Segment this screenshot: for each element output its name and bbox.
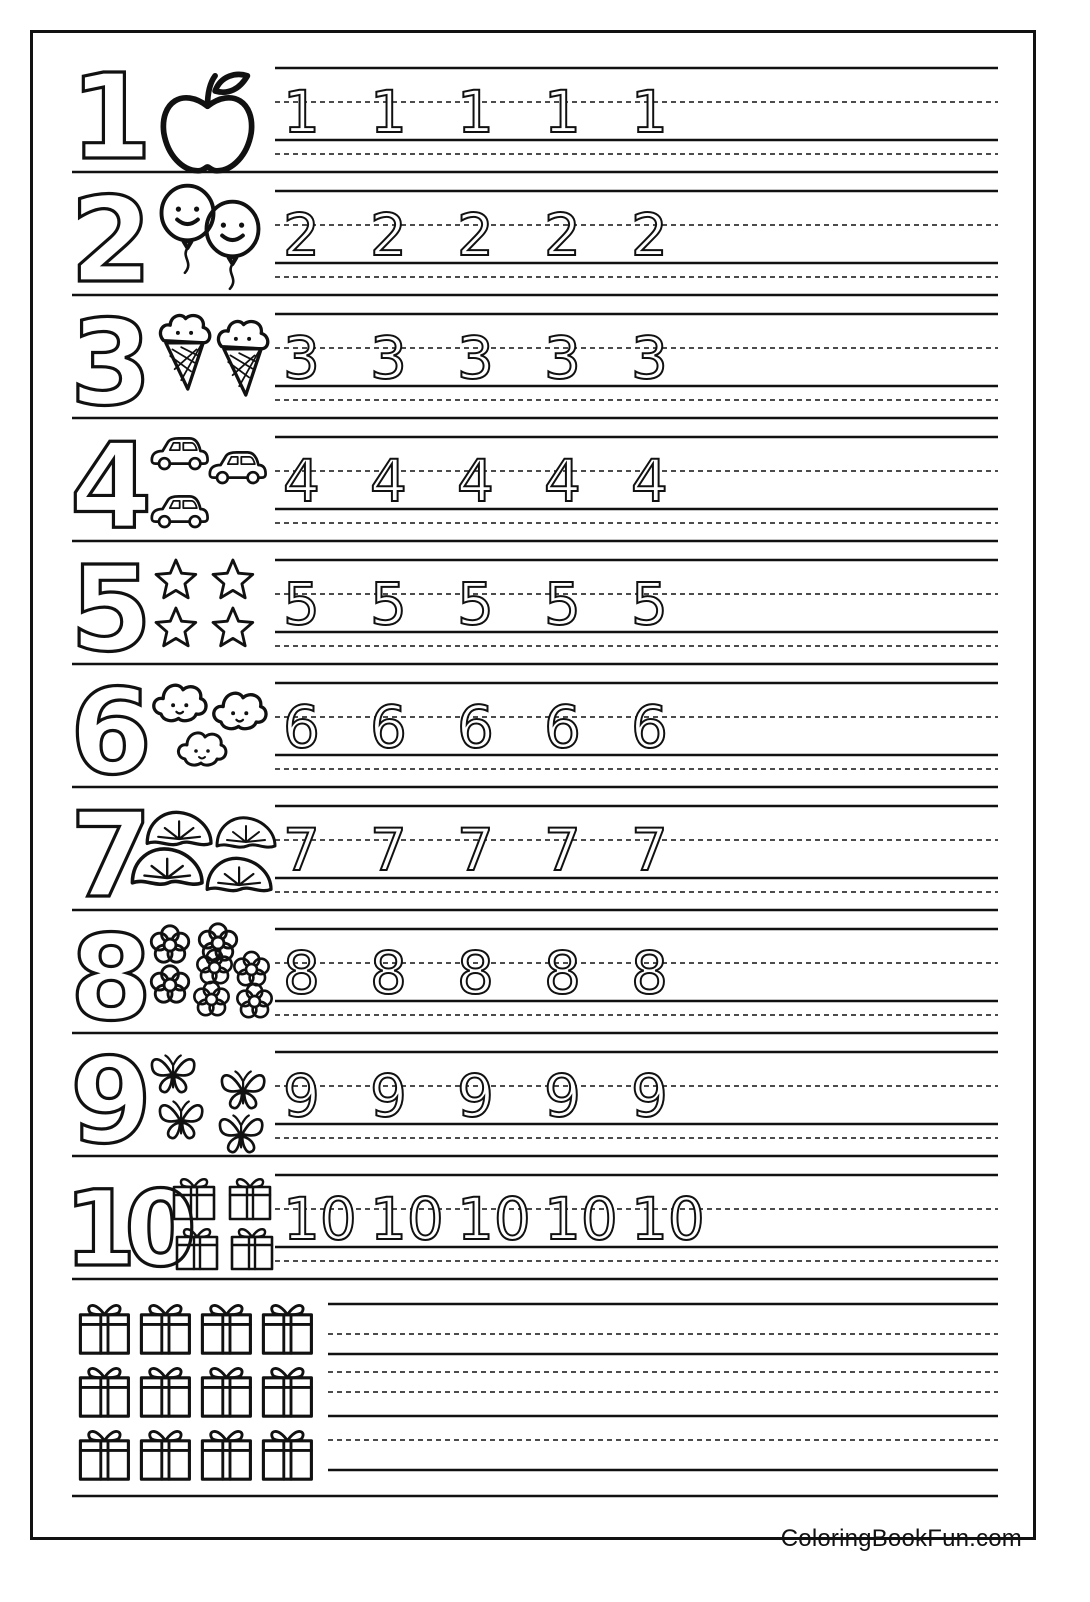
big-numeral: 10 [64,1168,185,1290]
trace-digit: 7 [631,816,668,884]
gift-icon [202,1368,250,1416]
gift-icon [80,1368,128,1416]
car-icon [152,496,208,527]
trace-digit: 5 [631,570,668,638]
trace-digit: 7 [370,816,407,884]
trace-digit: 6 [631,693,668,761]
row-3 [70,294,998,432]
big-numeral: 8 [70,909,153,1047]
trace-digit: 10 [370,1185,444,1253]
star-icon [213,560,253,598]
tree-icon [154,685,206,720]
ice-cream-icon [160,315,209,389]
trace-digit: 3 [631,324,668,392]
butterfly-icon [220,1116,262,1153]
trace-digit: 6 [457,693,494,761]
shell-icon [207,858,271,890]
trace-digit: 2 [544,201,581,269]
trace-digit: 10 [631,1185,705,1253]
big-numeral: 3 [70,294,153,432]
trace-digit: 5 [283,570,320,638]
big-numeral: 7 [70,786,153,924]
ice-cream-icon [218,321,267,395]
trace-digit: 7 [283,816,320,884]
big-numeral: 5 [70,540,153,678]
trace-digit: 1 [457,78,494,146]
star-icon [156,560,196,598]
trace-digit: 9 [544,1062,581,1130]
trace-digit: 7 [544,816,581,884]
gift-icon [141,1305,189,1353]
big-numeral: 1 [70,48,153,186]
row-8 [70,909,998,1047]
trace-digit: 4 [283,447,320,515]
gift-icon [263,1431,311,1479]
tree-icon [214,693,266,728]
row-9 [70,1032,998,1170]
trace-digit: 2 [283,201,320,269]
trace-digit: 9 [631,1062,668,1130]
gift-icon [263,1305,311,1353]
apple-icon [163,74,251,170]
trace-digit: 8 [283,939,320,1007]
trace-digit: 2 [457,201,494,269]
row-1 [70,48,998,186]
row-7 [70,786,998,924]
trace-digit: 5 [457,570,494,638]
flower-icon [234,952,268,985]
flower-icon [151,966,188,1002]
trace-digit: 4 [370,447,407,515]
trace-digit: 1 [631,78,668,146]
trace-digit: 6 [283,693,320,761]
flower-icon [199,924,236,960]
shell-icon [147,812,211,844]
trace-digit: 5 [544,570,581,638]
big-numeral: 2 [70,171,153,309]
trace-digit: 8 [544,939,581,1007]
trace-digit: 8 [457,939,494,1007]
gift-icon [202,1305,250,1353]
trace-digit: 9 [370,1062,407,1130]
trace-digit: 10 [457,1185,531,1253]
trace-digit: 8 [370,939,407,1007]
trace-digit: 1 [544,78,581,146]
trace-digit: 3 [283,324,320,392]
gift-icon [80,1305,128,1353]
trace-digit: 5 [370,570,407,638]
big-numeral: 4 [70,417,153,555]
trace-digit: 4 [544,447,581,515]
gift-icon [232,1229,272,1269]
star-icon [156,608,196,646]
butterfly-icon [160,1102,202,1139]
trace-digit: 2 [631,201,668,269]
star-icon [213,608,253,646]
big-numeral: 6 [70,663,153,801]
row-2 [70,171,998,309]
car-icon [210,452,266,483]
big-numeral: 9 [70,1032,153,1170]
trace-digit: 1 [283,78,320,146]
gift-icon [263,1368,311,1416]
trace-digit: 4 [631,447,668,515]
trace-digit: 9 [283,1062,320,1130]
row-5 [70,540,998,678]
trace-digit: 8 [631,939,668,1007]
gift-icon [230,1179,270,1219]
flower-icon [151,926,188,962]
trace-digit: 2 [370,201,407,269]
practice-block [72,1304,998,1496]
trace-digit: 9 [457,1062,494,1130]
row-4 [70,417,998,555]
trace-digit: 10 [283,1185,357,1253]
footer-brand: ColoringBookFun.com [780,1525,1022,1552]
gift-icon [141,1431,189,1479]
gift-icon [202,1431,250,1479]
trace-digit: 10 [544,1185,618,1253]
tree-icon [178,733,226,765]
trace-digit: 3 [370,324,407,392]
trace-digit: 1 [370,78,407,146]
trace-digit: 7 [457,816,494,884]
trace-digit: 3 [544,324,581,392]
gift-icon [80,1431,128,1479]
trace-digit: 6 [370,693,407,761]
butterfly-icon [222,1072,264,1109]
car-icon [152,438,208,469]
trace-digit: 4 [457,447,494,515]
flower-icon [194,982,228,1015]
flower-icon [237,984,271,1017]
shell-icon [217,818,275,847]
butterfly-icon [152,1056,194,1093]
gift-icon [141,1368,189,1416]
row-6 [70,663,998,801]
row-10 [64,1168,998,1290]
trace-digit: 6 [544,693,581,761]
trace-digit: 3 [457,324,494,392]
